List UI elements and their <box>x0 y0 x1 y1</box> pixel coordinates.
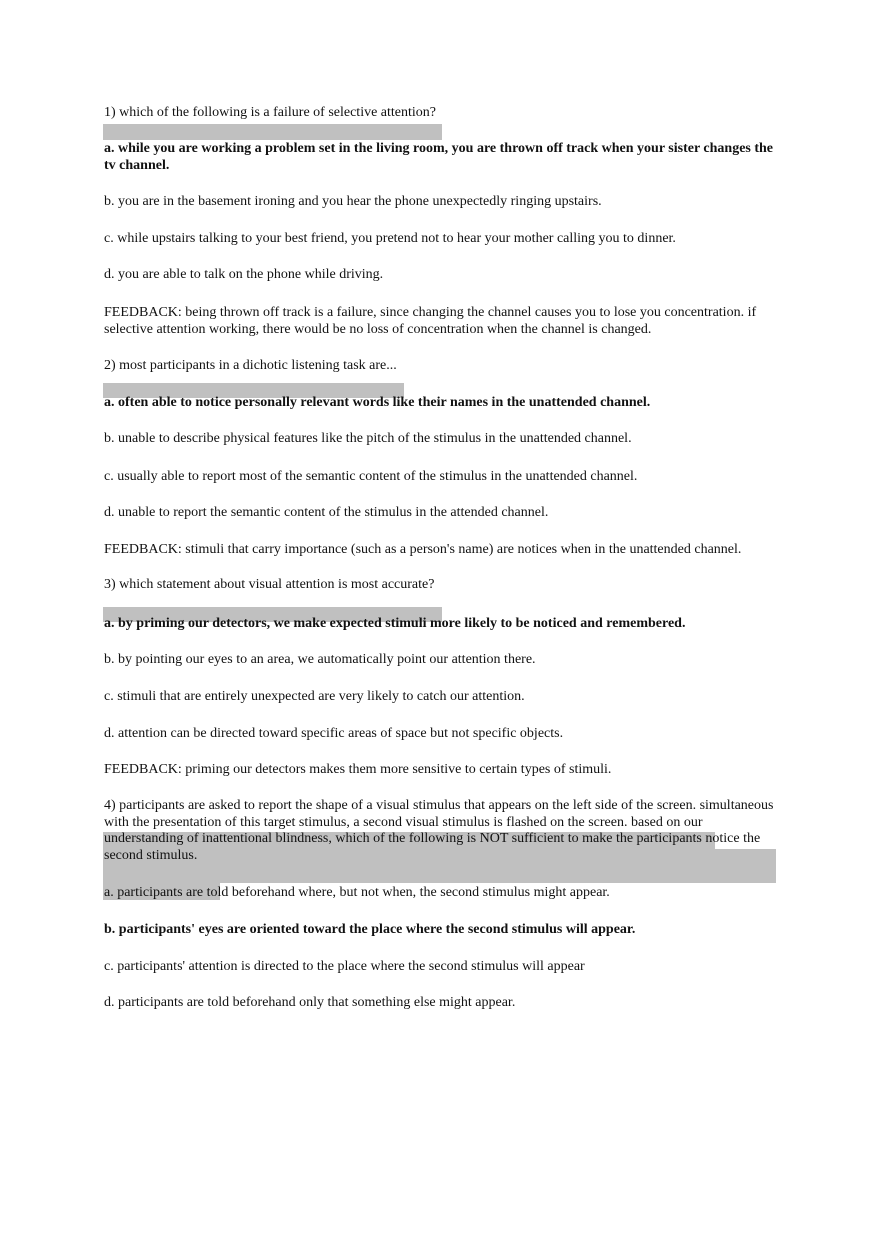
q1-option-d: d. you are able to talk on the phone while driving. <box>104 267 384 282</box>
q3-option-b: b. by pointing our eyes to an area, we automatically point our attention there. <box>104 652 536 667</box>
question-1: 1) which of the following is a failure of selective attention? <box>104 105 437 120</box>
q2-option-a: a. often able to notice personally relevant words like their names in the unattended channel. <box>104 395 651 410</box>
highlight-bar <box>103 124 442 140</box>
question-2: 2) most participants in a dichotic listening task are... <box>104 358 397 373</box>
q4-option-a: a. participants are told beforehand where, but not when, the second stimulus might appear. <box>104 885 610 900</box>
q3-option-c: c. stimuli that are entirely unexpected are very likely to catch our attention. <box>104 689 525 704</box>
question-3: 3) which statement about visual attention is most accurate? <box>104 577 435 592</box>
q4-option-d: d. participants are told beforehand only that something else might appear. <box>104 995 516 1010</box>
q3-option-d: d. attention can be directed toward specific areas of space but not specific objects. <box>104 726 564 741</box>
q1-option-b: b. you are in the basement ironing and you hear the phone unexpectedly ringing upstairs. <box>104 194 602 209</box>
q4-option-c: c. participants' attention is directed to the place where the second stimulus will appear <box>104 959 585 974</box>
q1-option-c: c. while upstairs talking to your best friend, you pretend not to hear your mother calling you to dinner. <box>104 231 676 246</box>
q2-feedback: FEEDBACK: stimuli that carry importance (such as a person's name) are notices when in the unattended channel. <box>104 542 742 557</box>
q2-option-c: c. usually able to report most of the semantic content of the stimulus in the unattended channel. <box>104 469 638 484</box>
q1-option-a: a. while you are working a problem set in the living room, you are thrown off track when your sister changes the tv channel. <box>104 141 774 173</box>
q1-feedback: FEEDBACK: being thrown off track is a failure, since changing the channel causes you to lose you concentration. if selective attention working, there would be no loss of concentration when the channel is changed. <box>104 305 757 337</box>
q2-option-b: b. unable to describe physical features like the pitch of the stimulus in the unattended channel. <box>104 431 632 446</box>
q4-option-b: b. participants' eyes are oriented toward the place where the second stimulus will appear. <box>104 922 636 937</box>
question-4: 4) participants are asked to report the shape of a visual stimulus that appears on the left side of the screen. simultaneous with the presentation of this target stimulus, a second visual stimulus is flashed on the screen. based on our understanding of inattentional blindness, which of the following is NOT sufficient to make the participants notice the second stimulus. <box>104 798 774 863</box>
q3-option-a: a. by priming our detectors, we make expected stimuli more likely to be noticed and remembered. <box>104 616 686 631</box>
q3-feedback: FEEDBACK: priming our detectors makes them more sensitive to certain types of stimuli. <box>104 762 612 777</box>
q2-option-d: d. unable to report the semantic content of the stimulus in the attended channel. <box>104 505 549 520</box>
